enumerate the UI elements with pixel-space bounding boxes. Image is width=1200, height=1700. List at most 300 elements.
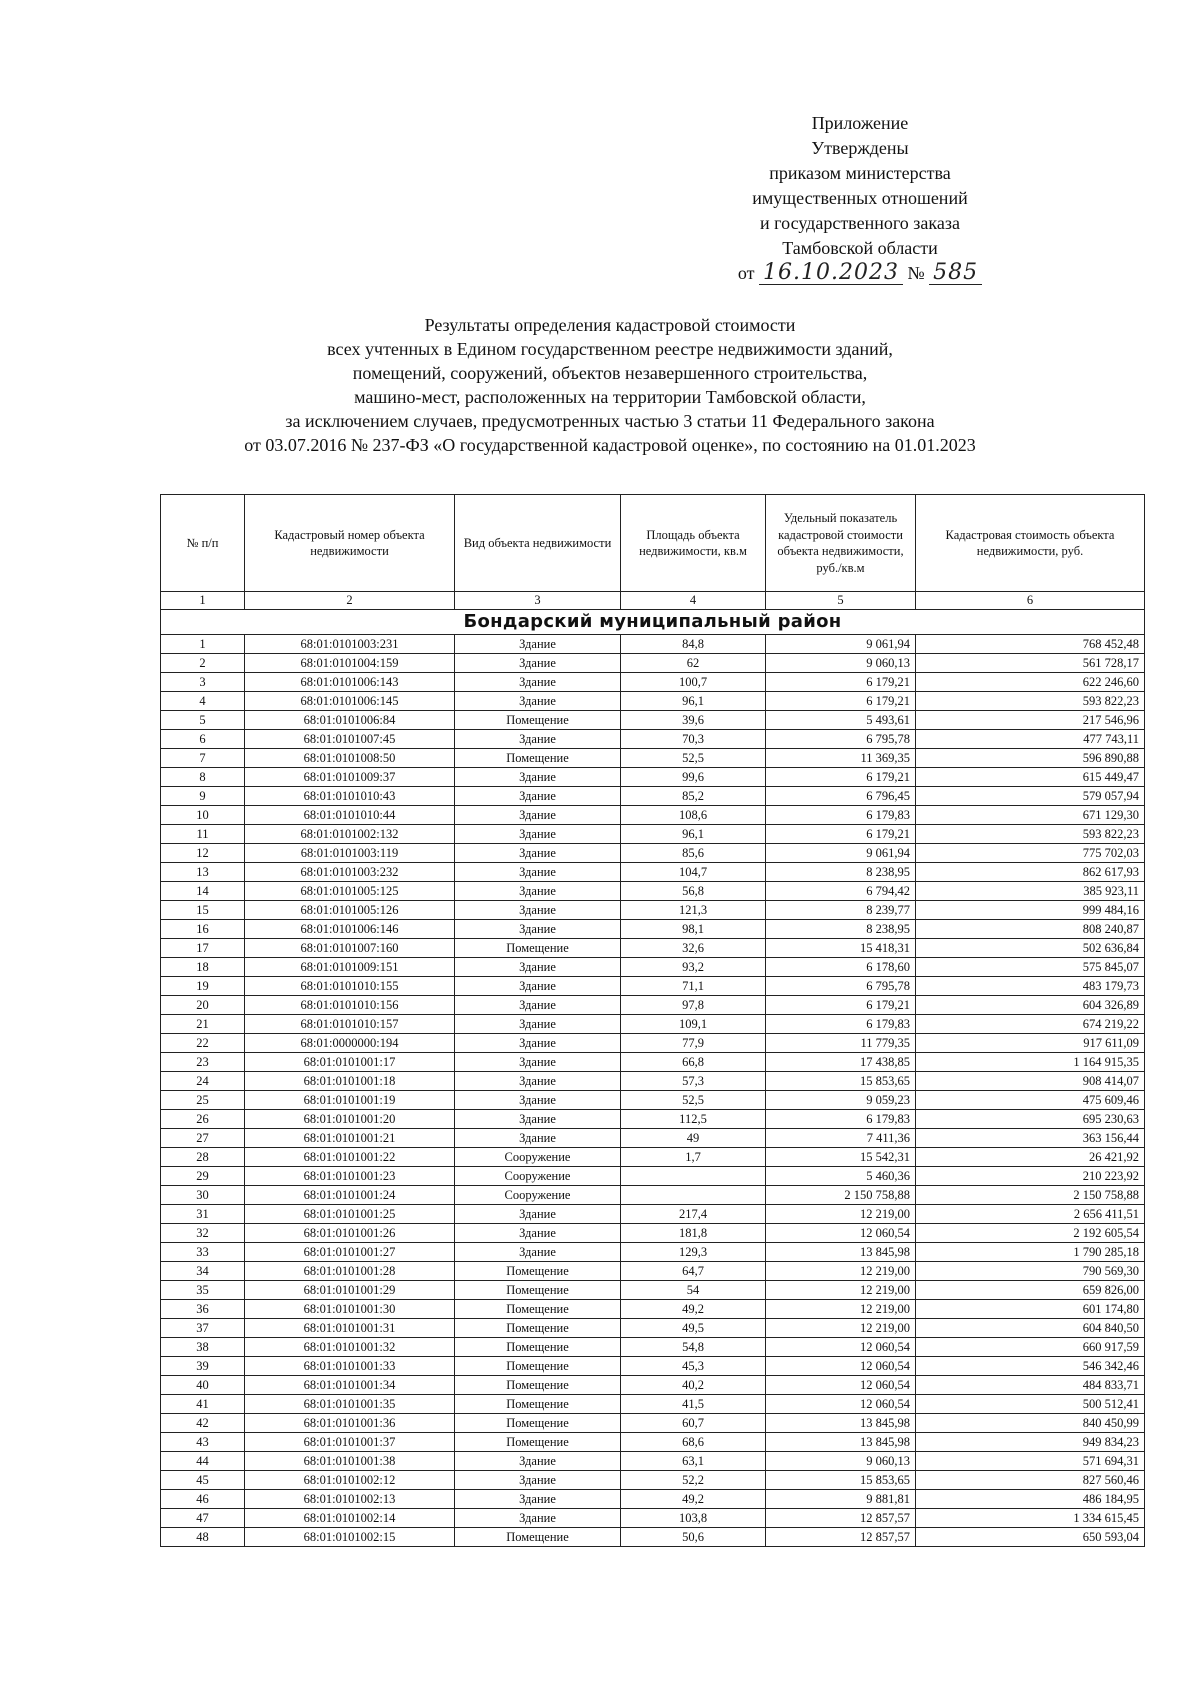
cell-object-type: Здание [455, 920, 621, 939]
header-row-number: № п/п [161, 495, 245, 592]
cell-cadastral-number: 68:01:0101001:38 [245, 1452, 455, 1471]
cell-row-number: 16 [161, 920, 245, 939]
cell-row-number: 18 [161, 958, 245, 977]
cell-cadastral-number: 68:01:0101003:119 [245, 844, 455, 863]
cell-cadastral-value: 363 156,44 [916, 1129, 1145, 1148]
table-row [161, 1471, 1145, 1490]
table-row [161, 1357, 1145, 1376]
cell-object-type: Помещение [455, 1319, 621, 1338]
handwritten-number: 585 [929, 262, 982, 285]
approval-line-procurement: и государственного заказа [760, 213, 960, 233]
cell-row-number: 6 [161, 730, 245, 749]
cell-cadastral-number: 68:01:0101010:157 [245, 1015, 455, 1034]
cell-area: 52,5 [621, 1091, 766, 1110]
cell-area: 181,8 [621, 1224, 766, 1243]
cell-cadastral-number: 68:01:0101009:151 [245, 958, 455, 977]
table-row [161, 1053, 1145, 1072]
cell-object-type: Здание [455, 996, 621, 1015]
cell-area: 39,6 [621, 711, 766, 730]
cell-object-type: Здание [455, 730, 621, 749]
cell-cadastral-number: 68:01:0101006:146 [245, 920, 455, 939]
number-prefix: № [907, 263, 925, 283]
cell-area: 112,5 [621, 1110, 766, 1129]
cell-object-type: Здание [455, 1452, 621, 1471]
cell-cadastral-number: 68:01:0101010:44 [245, 806, 455, 825]
cell-object-type: Здание [455, 768, 621, 787]
cell-cadastral-value: 790 569,30 [916, 1262, 1145, 1281]
table-row [161, 996, 1145, 1015]
cell-specific-value: 12 060,54 [766, 1338, 916, 1357]
header-specific-value: Удельный показатель кадастровой стоимости объекта недвижимости, руб./кв.м [766, 495, 916, 592]
cell-cadastral-number: 68:01:0101001:33 [245, 1357, 455, 1376]
cell-object-type: Здание [455, 1205, 621, 1224]
cell-area [621, 1186, 766, 1205]
cell-specific-value: 6 179,83 [766, 1110, 916, 1129]
cell-area: 77,9 [621, 1034, 766, 1053]
table-row [161, 673, 1145, 692]
table-row [161, 1490, 1145, 1509]
cell-cadastral-number: 68:01:0101003:231 [245, 635, 455, 654]
table-row [161, 958, 1145, 977]
cell-cadastral-value: 475 609,46 [916, 1091, 1145, 1110]
cell-specific-value: 7 411,36 [766, 1129, 916, 1148]
cell-object-type: Здание [455, 1129, 621, 1148]
cell-cadastral-number: 68:01:0101001:32 [245, 1338, 455, 1357]
cell-cadastral-number: 68:01:0101010:43 [245, 787, 455, 806]
table-row [161, 1091, 1145, 1110]
cell-object-type: Здание [455, 1471, 621, 1490]
table-row [161, 1129, 1145, 1148]
cell-row-number: 31 [161, 1205, 245, 1224]
cell-specific-value: 9 060,13 [766, 654, 916, 673]
table-row [161, 1319, 1145, 1338]
cell-specific-value: 12 857,57 [766, 1509, 916, 1528]
cell-area: 40,2 [621, 1376, 766, 1395]
cell-object-type: Сооружение [455, 1186, 621, 1205]
cell-row-number: 15 [161, 901, 245, 920]
cell-cadastral-number: 68:01:0101001:21 [245, 1129, 455, 1148]
cell-area: 100,7 [621, 673, 766, 692]
cell-area: 49,5 [621, 1319, 766, 1338]
table-row [161, 1433, 1145, 1452]
cell-cadastral-number: 68:01:0101002:14 [245, 1509, 455, 1528]
cell-row-number: 39 [161, 1357, 245, 1376]
cell-object-type: Помещение [455, 1376, 621, 1395]
section-title: Бондарский муниципальный район [161, 610, 1145, 635]
cell-cadastral-value: 26 421,92 [916, 1148, 1145, 1167]
cell-row-number: 8 [161, 768, 245, 787]
cell-row-number: 25 [161, 1091, 245, 1110]
cell-specific-value: 5 460,36 [766, 1167, 916, 1186]
table-row [161, 1414, 1145, 1433]
cell-cadastral-value: 1 790 285,18 [916, 1243, 1145, 1262]
cell-specific-value: 13 845,98 [766, 1414, 916, 1433]
cell-cadastral-value: 217 546,96 [916, 711, 1145, 730]
cell-object-type: Здание [455, 977, 621, 996]
cell-cadastral-number: 68:01:0101001:27 [245, 1243, 455, 1262]
cell-cadastral-value: 660 917,59 [916, 1338, 1145, 1357]
cell-row-number: 48 [161, 1528, 245, 1547]
cell-object-type: Сооружение [455, 1148, 621, 1167]
cell-area: 66,8 [621, 1053, 766, 1072]
cell-object-type: Здание [455, 958, 621, 977]
cell-area: 103,8 [621, 1509, 766, 1528]
table-row [161, 1281, 1145, 1300]
cell-area: 63,1 [621, 1452, 766, 1471]
cell-cadastral-number: 68:01:0101001:28 [245, 1262, 455, 1281]
cell-area: 129,3 [621, 1243, 766, 1262]
cell-specific-value: 2 150 758,88 [766, 1186, 916, 1205]
cell-cadastral-value: 500 512,41 [916, 1395, 1145, 1414]
cell-row-number: 14 [161, 882, 245, 901]
cell-cadastral-value: 593 822,23 [916, 692, 1145, 711]
table-body [161, 610, 1145, 1547]
table-row [161, 1186, 1145, 1205]
table-row [161, 1148, 1145, 1167]
cell-object-type: Помещение [455, 749, 621, 768]
cell-cadastral-number: 68:01:0101010:156 [245, 996, 455, 1015]
document-title [150, 313, 1070, 457]
cell-area: 54 [621, 1281, 766, 1300]
cell-cadastral-number: 68:01:0101001:18 [245, 1072, 455, 1091]
cell-row-number: 21 [161, 1015, 245, 1034]
cell-area: 99,6 [621, 768, 766, 787]
title-line-1: Результаты определения кадастровой стоимости [424, 315, 796, 335]
cell-row-number: 12 [161, 844, 245, 863]
table-row [161, 1243, 1145, 1262]
cell-object-type: Помещение [455, 1528, 621, 1547]
cell-row-number: 11 [161, 825, 245, 844]
cell-specific-value: 6 179,21 [766, 692, 916, 711]
cell-specific-value: 13 845,98 [766, 1243, 916, 1262]
table-row [161, 711, 1145, 730]
cell-cadastral-number: 68:01:0101003:232 [245, 863, 455, 882]
table-row [161, 1072, 1145, 1091]
cell-cadastral-value: 917 611,09 [916, 1034, 1145, 1053]
cell-cadastral-value: 477 743,11 [916, 730, 1145, 749]
cell-specific-value: 6 795,78 [766, 730, 916, 749]
cell-area: 49,2 [621, 1300, 766, 1319]
cell-cadastral-value: 908 414,07 [916, 1072, 1145, 1091]
cell-row-number: 32 [161, 1224, 245, 1243]
cell-area: 104,7 [621, 863, 766, 882]
table-row [161, 730, 1145, 749]
cell-cadastral-value: 561 728,17 [916, 654, 1145, 673]
cell-area: 121,3 [621, 901, 766, 920]
cell-specific-value: 8 238,95 [766, 863, 916, 882]
cell-cadastral-number: 68:01:0101001:20 [245, 1110, 455, 1129]
cell-object-type: Помещение [455, 939, 621, 958]
cell-row-number: 46 [161, 1490, 245, 1509]
cell-row-number: 42 [161, 1414, 245, 1433]
table-row [161, 882, 1145, 901]
cell-area: 84,8 [621, 635, 766, 654]
cell-row-number: 29 [161, 1167, 245, 1186]
cell-cadastral-value: 827 560,46 [916, 1471, 1145, 1490]
cell-specific-value: 9 881,81 [766, 1490, 916, 1509]
table-row [161, 1034, 1145, 1053]
cell-specific-value: 15 853,65 [766, 1471, 916, 1490]
cell-object-type: Здание [455, 1243, 621, 1262]
column-number: 5 [766, 592, 916, 610]
cell-row-number: 44 [161, 1452, 245, 1471]
cell-row-number: 33 [161, 1243, 245, 1262]
cell-cadastral-value: 1 334 615,45 [916, 1509, 1145, 1528]
cell-cadastral-value: 601 174,80 [916, 1300, 1145, 1319]
cell-area [621, 1167, 766, 1186]
cell-specific-value: 9 059,23 [766, 1091, 916, 1110]
handwritten-date: 16.10.2023 [759, 262, 903, 285]
cell-cadastral-value: 385 923,11 [916, 882, 1145, 901]
cell-cadastral-number: 68:01:0101001:37 [245, 1433, 455, 1452]
cell-cadastral-value: 486 184,95 [916, 1490, 1145, 1509]
cell-specific-value: 12 060,54 [766, 1224, 916, 1243]
cell-row-number: 7 [161, 749, 245, 768]
cell-row-number: 28 [161, 1148, 245, 1167]
cell-object-type: Помещение [455, 1433, 621, 1452]
title-line-6: от 03.07.2016 № 237-ФЗ «О государственной кадастровой оценке», по состоянию на 01.01.2023 [244, 435, 976, 455]
cell-cadastral-value: 596 890,88 [916, 749, 1145, 768]
cell-area: 56,8 [621, 882, 766, 901]
cell-area: 98,1 [621, 920, 766, 939]
cell-cadastral-number: 68:01:0101002:13 [245, 1490, 455, 1509]
cell-specific-value: 12 219,00 [766, 1262, 916, 1281]
cell-object-type: Здание [455, 1015, 621, 1034]
cell-cadastral-number: 68:01:0101001:25 [245, 1205, 455, 1224]
cell-cadastral-number: 68:01:0101001:22 [245, 1148, 455, 1167]
cell-specific-value: 6 179,83 [766, 806, 916, 825]
cell-row-number: 43 [161, 1433, 245, 1452]
cell-cadastral-number: 68:01:0101006:145 [245, 692, 455, 711]
cell-area: 52,5 [621, 749, 766, 768]
cell-row-number: 19 [161, 977, 245, 996]
cell-area: 68,6 [621, 1433, 766, 1452]
cell-specific-value: 6 795,78 [766, 977, 916, 996]
cell-object-type: Помещение [455, 1414, 621, 1433]
cell-area: 97,8 [621, 996, 766, 1015]
cell-specific-value: 15 542,31 [766, 1148, 916, 1167]
cell-area: 32,6 [621, 939, 766, 958]
table-row [161, 1205, 1145, 1224]
cell-cadastral-number: 68:01:0101001:19 [245, 1091, 455, 1110]
title-line-2: всех учтенных в Едином государственном реестре недвижимости зданий, [327, 339, 893, 359]
date-prefix: от [737, 263, 755, 283]
cell-area: 62 [621, 654, 766, 673]
cell-area: 96,1 [621, 692, 766, 711]
cell-object-type: Здание [455, 863, 621, 882]
cell-row-number: 23 [161, 1053, 245, 1072]
cell-object-type: Здание [455, 1509, 621, 1528]
cell-cadastral-value: 2 192 605,54 [916, 1224, 1145, 1243]
cell-cadastral-value: 768 452,48 [916, 635, 1145, 654]
cell-cadastral-value: 695 230,63 [916, 1110, 1145, 1129]
table-row [161, 1224, 1145, 1243]
table-row [161, 1452, 1145, 1471]
cell-area: 85,2 [621, 787, 766, 806]
title-line-4: машино-мест, расположенных на территории Тамбовской области, [354, 387, 866, 407]
cell-object-type: Здание [455, 882, 621, 901]
approval-block [700, 111, 1020, 286]
cell-area: 93,2 [621, 958, 766, 977]
cell-specific-value: 12 857,57 [766, 1528, 916, 1547]
table-row [161, 1262, 1145, 1281]
column-number: 1 [161, 592, 245, 610]
cell-row-number: 2 [161, 654, 245, 673]
cell-cadastral-number: 68:01:0101001:29 [245, 1281, 455, 1300]
table-header [161, 495, 1145, 610]
cell-cadastral-value: 615 449,47 [916, 768, 1145, 787]
cell-cadastral-value: 571 694,31 [916, 1452, 1145, 1471]
table-row [161, 806, 1145, 825]
cell-object-type: Помещение [455, 1281, 621, 1300]
cell-specific-value: 12 060,54 [766, 1376, 916, 1395]
cell-specific-value: 15 418,31 [766, 939, 916, 958]
table-row [161, 654, 1145, 673]
cell-specific-value: 11 369,35 [766, 749, 916, 768]
cell-row-number: 30 [161, 1186, 245, 1205]
cell-object-type: Здание [455, 1110, 621, 1129]
cell-object-type: Помещение [455, 1262, 621, 1281]
cell-cadastral-number: 68:01:0101008:50 [245, 749, 455, 768]
cell-row-number: 3 [161, 673, 245, 692]
cell-object-type: Здание [455, 844, 621, 863]
table-row [161, 768, 1145, 787]
cell-cadastral-value: 840 450,99 [916, 1414, 1145, 1433]
cell-area: 50,6 [621, 1528, 766, 1547]
cell-object-type: Здание [455, 1034, 621, 1053]
cell-cadastral-value: 999 484,16 [916, 901, 1145, 920]
cell-cadastral-value: 604 326,89 [916, 996, 1145, 1015]
cell-cadastral-number: 68:01:0101002:12 [245, 1471, 455, 1490]
cell-area: 109,1 [621, 1015, 766, 1034]
cell-object-type: Здание [455, 1053, 621, 1072]
cell-area: 60,7 [621, 1414, 766, 1433]
cell-cadastral-value: 546 342,46 [916, 1357, 1145, 1376]
cell-cadastral-value: 502 636,84 [916, 939, 1145, 958]
cell-row-number: 35 [161, 1281, 245, 1300]
cell-row-number: 38 [161, 1338, 245, 1357]
table-row [161, 635, 1145, 654]
cell-cadastral-number: 68:01:0101005:125 [245, 882, 455, 901]
cell-cadastral-number: 68:01:0101007:45 [245, 730, 455, 749]
title-line-3: помещений, сооружений, объектов незавершенного строительства, [352, 363, 868, 383]
cell-object-type: Здание [455, 901, 621, 920]
cell-row-number: 5 [161, 711, 245, 730]
table-row [161, 787, 1145, 806]
cell-area: 85,6 [621, 844, 766, 863]
cell-row-number: 40 [161, 1376, 245, 1395]
cell-cadastral-value: 775 702,03 [916, 844, 1145, 863]
cell-cadastral-number: 68:01:0101005:126 [245, 901, 455, 920]
cell-specific-value: 6 179,21 [766, 673, 916, 692]
table-row [161, 1338, 1145, 1357]
table-row [161, 1110, 1145, 1129]
cell-cadastral-value: 2 656 411,51 [916, 1205, 1145, 1224]
cell-cadastral-value: 483 179,73 [916, 977, 1145, 996]
table-row [161, 844, 1145, 863]
table-row [161, 1376, 1145, 1395]
cell-area: 71,1 [621, 977, 766, 996]
cell-row-number: 9 [161, 787, 245, 806]
cell-cadastral-value: 650 593,04 [916, 1528, 1145, 1547]
cell-object-type: Сооружение [455, 1167, 621, 1186]
cell-object-type: Здание [455, 825, 621, 844]
cell-specific-value: 17 438,85 [766, 1053, 916, 1072]
table-row [161, 1300, 1145, 1319]
table-row [161, 1395, 1145, 1414]
approval-date-number [700, 261, 1020, 286]
cell-row-number: 4 [161, 692, 245, 711]
cell-specific-value: 9 061,94 [766, 635, 916, 654]
column-number: 6 [916, 592, 1145, 610]
cell-area: 217,4 [621, 1205, 766, 1224]
cell-cadastral-value: 604 840,50 [916, 1319, 1145, 1338]
cell-cadastral-number: 68:01:0101002:132 [245, 825, 455, 844]
cell-object-type: Здание [455, 1490, 621, 1509]
cell-object-type: Здание [455, 654, 621, 673]
cell-row-number: 24 [161, 1072, 245, 1091]
cell-specific-value: 9 060,13 [766, 1452, 916, 1471]
cell-specific-value: 12 219,00 [766, 1319, 916, 1338]
cell-area: 64,7 [621, 1262, 766, 1281]
cell-specific-value: 12 219,00 [766, 1281, 916, 1300]
table-row [161, 749, 1145, 768]
cell-cadastral-number: 68:01:0101001:26 [245, 1224, 455, 1243]
approval-line-ministry: имущественных отношений [752, 188, 968, 208]
cell-area: 1,7 [621, 1148, 766, 1167]
cell-area: 96,1 [621, 825, 766, 844]
table-row [161, 1528, 1145, 1547]
cell-row-number: 1 [161, 635, 245, 654]
cell-cadastral-number: 68:01:0000000:194 [245, 1034, 455, 1053]
cell-specific-value: 6 796,45 [766, 787, 916, 806]
cell-cadastral-number: 68:01:0101001:24 [245, 1186, 455, 1205]
cell-specific-value: 11 779,35 [766, 1034, 916, 1053]
cell-area: 45,3 [621, 1357, 766, 1376]
table-row [161, 1167, 1145, 1186]
cell-area: 49 [621, 1129, 766, 1148]
cell-object-type: Помещение [455, 1338, 621, 1357]
table-row [161, 863, 1145, 882]
cell-specific-value: 6 794,42 [766, 882, 916, 901]
cell-cadastral-number: 68:01:0101009:37 [245, 768, 455, 787]
cell-area: 70,3 [621, 730, 766, 749]
cell-specific-value: 12 060,54 [766, 1357, 916, 1376]
cell-cadastral-number: 68:01:0101002:15 [245, 1528, 455, 1547]
column-number-row [161, 592, 1145, 610]
cell-specific-value: 6 179,21 [766, 996, 916, 1015]
cell-object-type: Здание [455, 1072, 621, 1091]
cell-row-number: 34 [161, 1262, 245, 1281]
cell-object-type: Помещение [455, 1357, 621, 1376]
table-row [161, 920, 1145, 939]
header-cadastral-value: Кадастровая стоимость объекта недвижимости, руб. [916, 495, 1145, 592]
table-row [161, 977, 1145, 996]
approval-line-approved: Утверждены [811, 138, 909, 158]
cell-row-number: 45 [161, 1471, 245, 1490]
cell-cadastral-value: 484 833,71 [916, 1376, 1145, 1395]
cell-specific-value: 6 178,60 [766, 958, 916, 977]
cell-specific-value: 6 179,21 [766, 768, 916, 787]
cell-cadastral-number: 68:01:0101001:17 [245, 1053, 455, 1072]
table-row [161, 1509, 1145, 1528]
cell-cadastral-value: 671 129,30 [916, 806, 1145, 825]
cell-cadastral-value: 210 223,92 [916, 1167, 1145, 1186]
column-number: 2 [245, 592, 455, 610]
cell-row-number: 26 [161, 1110, 245, 1129]
cell-object-type: Здание [455, 635, 621, 654]
approval-line-order: приказом министерства [769, 163, 951, 183]
